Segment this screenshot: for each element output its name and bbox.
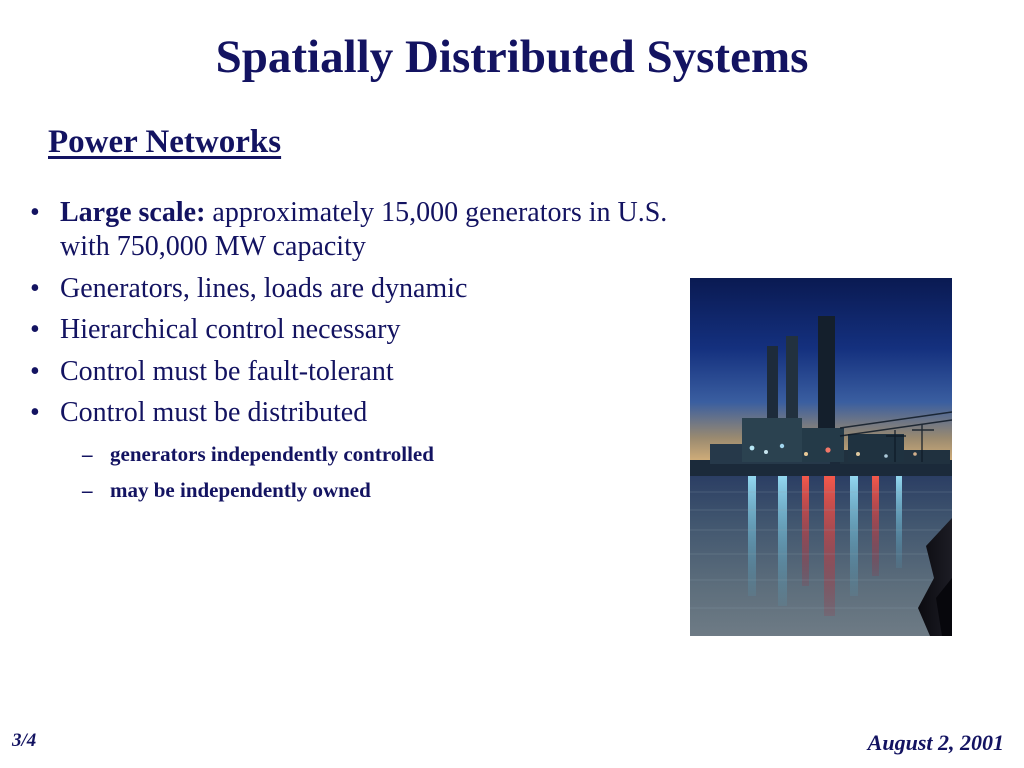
list-item-lead: Large scale: xyxy=(60,197,206,228)
list-item xyxy=(30,272,690,306)
section-subtitle: Power Networks xyxy=(48,124,282,160)
bullet-marker: • xyxy=(30,314,40,346)
bullet-list xyxy=(30,196,690,513)
list-item xyxy=(30,196,690,265)
list-item-text: Generators, lines, loads are dynamic xyxy=(60,272,468,304)
power-plant-at-dusk-photo xyxy=(690,278,952,636)
sub-list-item xyxy=(82,441,690,467)
bullet-marker: • xyxy=(30,355,40,387)
list-item xyxy=(30,355,690,389)
bullet-marker: • xyxy=(30,272,40,304)
list-item-body: approximately 15,000 generators in U.S. with 750,000 MW capacity xyxy=(60,197,668,263)
list-item-text: Hierarchical control necessary xyxy=(60,314,401,346)
sub-list-item-text: may be independently owned xyxy=(110,477,371,502)
bullet-marker: • xyxy=(30,397,40,429)
list-item xyxy=(30,396,690,430)
bullet-marker: • xyxy=(30,197,40,228)
page-title: Spatially Distributed Systems xyxy=(215,31,809,83)
slide-date: August 2, 2001 xyxy=(867,730,1004,755)
page-number: 3/4 xyxy=(12,730,37,751)
sub-bullet-list xyxy=(82,441,690,504)
photo-graphic xyxy=(690,278,952,636)
sub-bullet-marker: – xyxy=(82,441,93,466)
sub-list-item-text: generators independently controlled xyxy=(110,441,434,466)
list-item-text: Control must be distributed xyxy=(60,397,368,429)
sub-list-item xyxy=(82,477,690,503)
list-item-text: Control must be fault-tolerant xyxy=(60,355,394,387)
list-item xyxy=(30,313,690,347)
list-item-text xyxy=(60,196,690,265)
sub-bullet-marker: – xyxy=(82,477,93,502)
